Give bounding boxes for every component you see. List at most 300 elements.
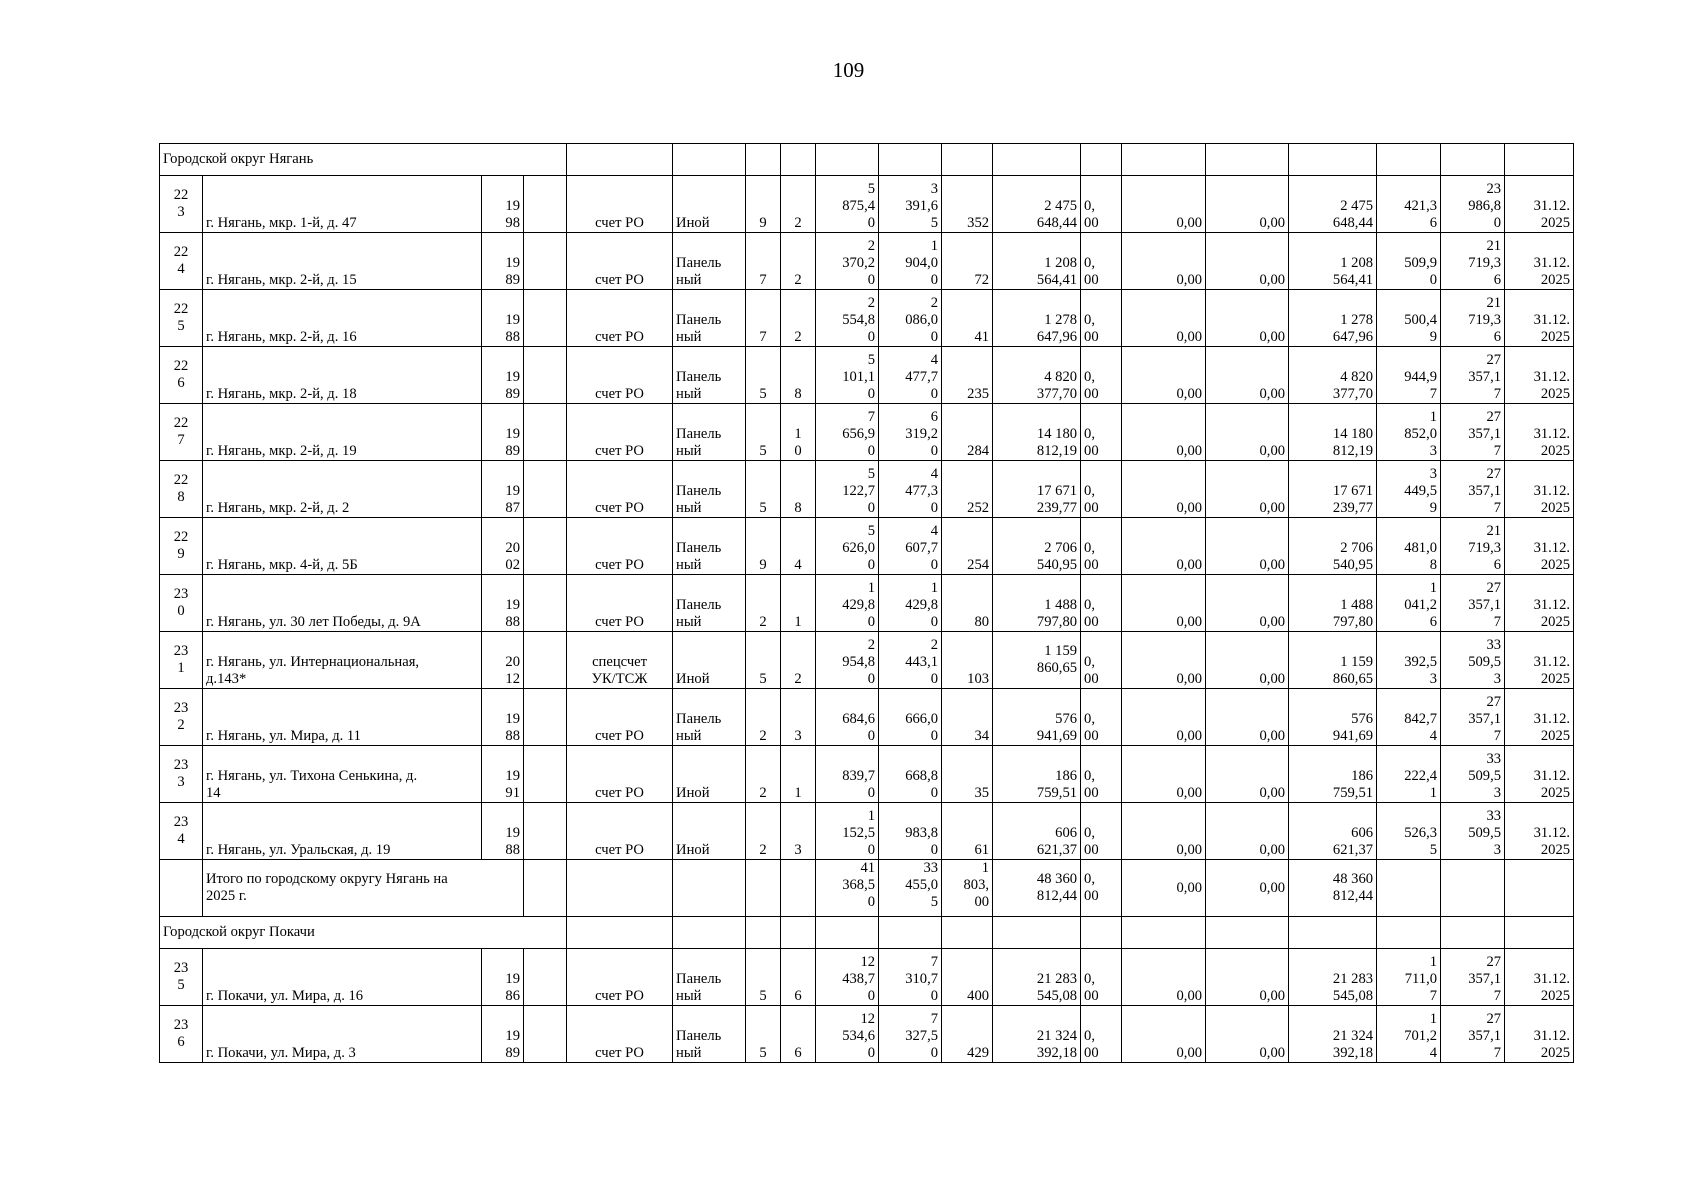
wall-material-cell-text: Панель ный [676,255,722,288]
deadline-cell-text: 31.12. 2025 [1533,483,1571,516]
total-area-cell [816,233,879,290]
account-type-cell-text: счет РО [595,215,644,231]
owners-funds-cell [1289,860,1377,917]
limit-cost-cell [1441,803,1505,860]
floors-cell [746,803,781,860]
owners-funds-cell-text: 21 324 392,18 [1332,1028,1374,1061]
floors-cell [746,233,781,290]
local-budget-cell-text: 0,00 [1259,386,1286,402]
owners-funds-cell [1289,233,1377,290]
total-cost-cell-text: 606 621,37 [1036,825,1078,858]
local-budget-cell [1206,518,1289,575]
limit-cost-cell-text: 21 719,3 6 [1468,523,1502,573]
total-label-text: Итого по городскому округу Нягань на 2025 г. [206,871,448,904]
year-cell-text: 19 98 [505,198,520,231]
residents-cell-text: 429 [967,1045,990,1061]
residents-cell-text: 254 [967,557,990,573]
address-cell [203,1006,482,1063]
empty-cell [942,917,993,949]
limit-cost-cell [1441,347,1505,404]
empty-cell [1441,860,1505,917]
owners-funds-cell-text: 1 488 797,80 [1332,597,1374,630]
deadline-cell-text: 31.12. 2025 [1533,198,1571,231]
row-number-text: 23 0 [173,586,189,619]
row-number [160,290,203,347]
entrances-cell-text: 2 [794,329,802,345]
entrances-cell-text: 6 [794,1045,802,1061]
floors-cell [746,575,781,632]
floors-cell-text: 2 [759,842,767,858]
account-type-cell-text: счет РО [595,728,644,744]
floors-cell [746,347,781,404]
living-area-cell-text: 33 455,0 5 [905,860,939,910]
limit-cost-cell-text: 27 357,1 7 [1468,954,1502,1004]
row-number-text: 23 4 [173,814,189,847]
residents-cell [942,347,993,404]
total-area-cell-text: 5 101,1 0 [842,352,876,402]
residents-cell-text: 80 [974,614,990,630]
living-area-cell [879,746,942,803]
empty-cell [1122,917,1206,949]
empty-cell [993,917,1081,949]
total-cost-cell-text: 21 283 545,08 [1036,971,1078,1004]
owners-funds-cell [1289,949,1377,1006]
account-type-cell [567,404,673,461]
floors-cell-text: 9 [759,215,767,231]
account-type-cell-text: счет РО [595,557,644,573]
address-cell-text: г. Нягань, мкр. 2-й, д. 16 [206,329,357,345]
empty-cell [1289,144,1377,176]
row-number-text: 22 6 [173,358,189,391]
unit-cost-cell-text: 1 701,2 4 [1404,1011,1438,1061]
total-area-cell [816,176,879,233]
empty-cell [993,144,1081,176]
living-area-cell-text: 1 429,8 0 [905,580,939,630]
residents-cell [942,632,993,689]
deadline-cell-text: 31.12. 2025 [1533,312,1571,345]
unit-cost-cell [1377,404,1441,461]
limit-cost-cell-text: 27 357,1 7 [1468,1011,1502,1061]
total-area-cell-text: 5 626,0 0 [842,523,876,573]
entrances-cell-text: 3 [794,728,802,744]
table-row [160,233,1574,290]
total-cost-cell [993,233,1081,290]
unit-cost-cell [1377,461,1441,518]
residents-cell-text: 284 [967,443,990,459]
floors-cell [746,949,781,1006]
entrances-cell [781,518,816,575]
account-type-cell-text: счет РО [595,988,644,1004]
empty-cell [1441,917,1505,949]
regional-budget-cell [1122,860,1206,917]
year-cell-text: 19 89 [505,369,520,402]
fund-share-cell [1081,290,1122,347]
unit-cost-cell-text: 222,4 1 [1404,768,1438,801]
row-number [160,347,203,404]
residents-cell [942,949,993,1006]
table-row [160,461,1574,518]
fund-share-cell-text: 0, 00 [1084,597,1099,630]
year-cell-text: 19 86 [505,971,520,1004]
deadline-cell-text: 31.12. 2025 [1533,825,1571,858]
deadline-cell [1505,461,1574,518]
owners-funds-cell [1289,347,1377,404]
wall-material-cell [673,746,746,803]
account-type-cell [567,949,673,1006]
deadline-cell [1505,518,1574,575]
fund-share-cell [1081,632,1122,689]
year-cell [482,518,524,575]
year-cell-text: 19 87 [505,483,520,516]
limit-cost-cell [1441,461,1505,518]
fund-share-cell-text: 0, 00 [1084,198,1099,231]
entrances-cell [781,632,816,689]
total-cost-cell-text: 2 475 648,44 [1036,198,1078,231]
entrances-cell [781,949,816,1006]
floors-cell-text: 5 [759,500,767,516]
residents-cell [942,575,993,632]
blank-cell [524,176,567,233]
total-cost-cell [993,689,1081,746]
regional-budget-cell-text: 0,00 [1176,988,1203,1004]
living-area-cell [879,949,942,1006]
total-cost-cell [993,803,1081,860]
residents-cell-text: 72 [974,272,990,288]
limit-cost-cell [1441,404,1505,461]
entrances-cell [781,803,816,860]
regional-budget-cell [1122,518,1206,575]
entrances-cell-text: 6 [794,988,802,1004]
empty-cell [1377,917,1441,949]
regional-budget-cell-text: 0,00 [1176,329,1203,345]
total-area-cell-text: 12 438,7 0 [842,954,876,1004]
year-cell-text: 19 88 [505,597,520,630]
entrances-cell [781,746,816,803]
unit-cost-cell-text: 481,0 8 [1404,540,1438,573]
owners-funds-cell-text: 1 208 564,41 [1332,255,1374,288]
owners-funds-cell [1289,746,1377,803]
address-cell [203,290,482,347]
living-area-cell [879,632,942,689]
wall-material-cell [673,290,746,347]
empty-cell [879,144,942,176]
floors-cell-text: 5 [759,671,767,687]
registry-body [160,144,1574,1063]
fund-share-cell-text: 0, 00 [1084,426,1099,459]
deadline-cell-text: 31.12. 2025 [1533,1028,1571,1061]
empty-cell [524,860,567,917]
total-area-cell-text: 12 534,6 0 [842,1011,876,1061]
floors-cell-text: 5 [759,386,767,402]
residents-cell [942,290,993,347]
row-number [160,461,203,518]
table-row [160,290,1574,347]
row-number-text: 23 6 [173,1017,189,1050]
total-label [203,860,524,917]
limit-cost-cell [1441,949,1505,1006]
total-area-cell [816,746,879,803]
address-cell-text: г. Нягань, мкр. 2-й, д. 15 [206,272,357,288]
deadline-cell-text: 31.12. 2025 [1533,597,1571,630]
local-budget-cell-text: 0,00 [1259,215,1286,231]
unit-cost-cell-text: 842,7 4 [1404,711,1438,744]
row-number-text: 22 3 [173,187,189,220]
blank-cell [524,461,567,518]
local-budget-cell [1206,632,1289,689]
address-cell [203,575,482,632]
account-type-cell-text: счет РО [595,329,644,345]
empty-cell [567,144,673,176]
address-cell-text: г. Нягань, мкр. 2-й, д. 2 [206,500,350,516]
year-cell [482,176,524,233]
living-area-cell-text: 4 607,7 0 [905,523,939,573]
year-cell-text: 19 89 [505,1028,520,1061]
entrances-cell [781,575,816,632]
deadline-cell-text: 31.12. 2025 [1533,971,1571,1004]
deadline-cell-text: 31.12. 2025 [1533,426,1571,459]
total-cost-cell-text: 48 360 812,44 [1036,871,1078,904]
total-area-cell-text: 5 122,7 0 [842,466,876,516]
living-area-cell-text: 666,0 0 [905,711,939,744]
wall-material-cell [673,347,746,404]
living-area-cell-text: 1 904,0 0 [905,238,939,288]
total-area-cell [816,632,879,689]
residents-cell [942,233,993,290]
unit-cost-cell [1377,803,1441,860]
limit-cost-cell-text: 27 357,1 7 [1468,694,1502,744]
local-budget-cell [1206,803,1289,860]
living-area-cell-text: 6 319,2 0 [905,409,939,459]
entrances-cell-text: 8 [794,386,802,402]
total-cost-cell [993,1006,1081,1063]
total-area-cell-text: 1 429,8 0 [842,580,876,630]
year-cell [482,575,524,632]
regional-budget-cell-text: 0,00 [1176,842,1203,858]
regional-budget-cell-text: 0,00 [1176,443,1203,459]
limit-cost-cell [1441,176,1505,233]
owners-funds-cell-text: 21 283 545,08 [1332,971,1374,1004]
blank-cell [524,404,567,461]
limit-cost-cell-text: 23 986,8 0 [1468,181,1502,231]
table-row [160,575,1574,632]
floors-cell-text: 7 [759,329,767,345]
residents-cell-text: 35 [974,785,990,801]
total-area-cell-text: 839,7 0 [842,768,876,801]
account-type-cell-text: счет РО [595,842,644,858]
total-cost-cell-text: 576 941,69 [1036,711,1078,744]
row-number-text: 23 1 [173,643,189,676]
section-title [160,917,567,949]
entrances-cell-text: 3 [794,842,802,858]
regional-budget-cell [1122,949,1206,1006]
wall-material-cell-text: Иной [676,842,710,858]
fund-share-cell-text: 0, 00 [1084,255,1099,288]
wall-material-cell-text: Панель ный [676,1028,722,1061]
limit-cost-cell-text: 33 509,5 3 [1468,808,1502,858]
deadline-cell [1505,176,1574,233]
wall-material-cell-text: Панель ный [676,711,722,744]
limit-cost-cell [1441,575,1505,632]
regional-budget-cell [1122,233,1206,290]
deadline-cell [1505,632,1574,689]
deadline-cell [1505,746,1574,803]
wall-material-cell [673,176,746,233]
entrances-cell [781,461,816,518]
account-type-cell [567,347,673,404]
address-cell [203,233,482,290]
owners-funds-cell [1289,518,1377,575]
unit-cost-cell [1377,347,1441,404]
fund-share-cell-text: 0, 00 [1084,768,1099,801]
table-row [160,1006,1574,1063]
total-row [160,860,1574,917]
regional-budget-cell [1122,746,1206,803]
account-type-cell-text: счет РО [595,785,644,801]
total-cost-cell [993,632,1081,689]
floors-cell [746,746,781,803]
living-area-cell-text: 983,8 0 [905,825,939,858]
section-header-row [160,144,1574,176]
account-type-cell [567,461,673,518]
regional-budget-cell [1122,347,1206,404]
limit-cost-cell [1441,518,1505,575]
total-area-cell [816,803,879,860]
local-budget-cell [1206,575,1289,632]
blank-cell [524,689,567,746]
unit-cost-cell [1377,746,1441,803]
living-area-cell-text: 668,8 0 [905,768,939,801]
registry-table [159,143,1574,1063]
row-number [160,632,203,689]
year-cell [482,347,524,404]
total-cost-cell [993,404,1081,461]
total-cost-cell [993,518,1081,575]
owners-funds-cell-text: 17 671 239,77 [1332,483,1374,516]
residents-cell [942,1006,993,1063]
address-cell-text: г. Нягань, ул. Мира, д. 11 [206,728,361,744]
floors-cell-text: 9 [759,557,767,573]
fund-share-cell [1081,746,1122,803]
entrances-cell-text: 2 [794,671,802,687]
living-area-cell [879,860,942,917]
account-type-cell-text: счет РО [595,386,644,402]
address-cell [203,176,482,233]
account-type-cell [567,803,673,860]
local-budget-cell [1206,689,1289,746]
living-area-cell [879,1006,942,1063]
deadline-cell-text: 31.12. 2025 [1533,255,1571,288]
fund-share-cell [1081,949,1122,1006]
floors-cell [746,518,781,575]
empty-cell [1289,917,1377,949]
floors-cell [746,404,781,461]
deadline-cell [1505,404,1574,461]
living-area-cell [879,518,942,575]
residents-cell-text: 34 [974,728,990,744]
blank-cell [524,518,567,575]
entrances-cell [781,1006,816,1063]
empty-cell [1505,860,1574,917]
entrances-cell [781,290,816,347]
year-cell-text: 20 12 [505,654,520,687]
row-number-text: 23 2 [173,700,189,733]
unit-cost-cell [1377,632,1441,689]
entrances-cell-text: 1 [794,785,802,801]
empty-cell [1122,144,1206,176]
empty-cell [673,144,746,176]
wall-material-cell-text: Панель ный [676,426,722,459]
floors-cell [746,689,781,746]
address-cell [203,518,482,575]
table-row [160,689,1574,746]
local-budget-cell-text: 0,00 [1259,879,1286,896]
wall-material-cell [673,461,746,518]
owners-funds-cell [1289,290,1377,347]
wall-material-cell [673,575,746,632]
year-cell-text: 20 02 [505,540,520,573]
residents-cell [942,176,993,233]
row-number-text: 22 9 [173,529,189,562]
regional-budget-cell-text: 0,00 [1176,272,1203,288]
total-area-cell [816,689,879,746]
total-cost-cell-text: 1 278 647,96 [1036,312,1078,345]
fund-share-cell [1081,404,1122,461]
local-budget-cell [1206,404,1289,461]
residents-cell-text: 61 [974,842,990,858]
entrances-cell-text: 1 0 [794,426,802,459]
unit-cost-cell-text: 1 041,2 6 [1404,580,1438,630]
entrances-cell [781,176,816,233]
row-number [160,575,203,632]
row-number [160,404,203,461]
local-budget-cell [1206,290,1289,347]
residents-cell-text: 103 [967,671,990,687]
living-area-cell-text: 2 443,1 0 [905,637,939,687]
total-area-cell-text: 5 875,4 0 [842,181,876,231]
empty-cell [673,917,746,949]
living-area-cell [879,404,942,461]
total-area-cell [816,1006,879,1063]
section-header-row [160,917,1574,949]
deadline-cell-text: 31.12. 2025 [1533,711,1571,744]
unit-cost-cell-text: 1 711,0 7 [1404,954,1438,1004]
floors-cell-text: 5 [759,1045,767,1061]
living-area-cell-text: 4 477,3 0 [905,466,939,516]
wall-material-cell-text: Иной [676,785,710,801]
total-area-cell-text: 7 656,9 0 [842,409,876,459]
local-budget-cell [1206,949,1289,1006]
unit-cost-cell [1377,518,1441,575]
table-row [160,176,1574,233]
wall-material-cell-text: Иной [676,671,710,687]
table-row [160,803,1574,860]
deadline-cell-text: 31.12. 2025 [1533,768,1571,801]
row-number [160,689,203,746]
wall-material-cell-text: Панель ный [676,971,722,1004]
total-cost-cell-text: 1 208 564,41 [1036,255,1078,288]
owners-funds-cell-text: 1 278 647,96 [1332,312,1374,345]
address-cell-text: г. Нягань, ул. 30 лет Победы, д. 9А [206,614,421,630]
limit-cost-cell-text: 27 357,1 7 [1468,352,1502,402]
empty-cell [1206,917,1289,949]
total-cost-cell [993,746,1081,803]
fund-share-cell-text: 0, 00 [1084,540,1099,573]
empty-cell [1505,917,1574,949]
residents-cell-text: 1 803, 00 [963,860,990,910]
living-area-cell [879,176,942,233]
year-cell-text: 19 88 [505,711,520,744]
limit-cost-cell-text: 21 719,3 6 [1468,295,1502,345]
